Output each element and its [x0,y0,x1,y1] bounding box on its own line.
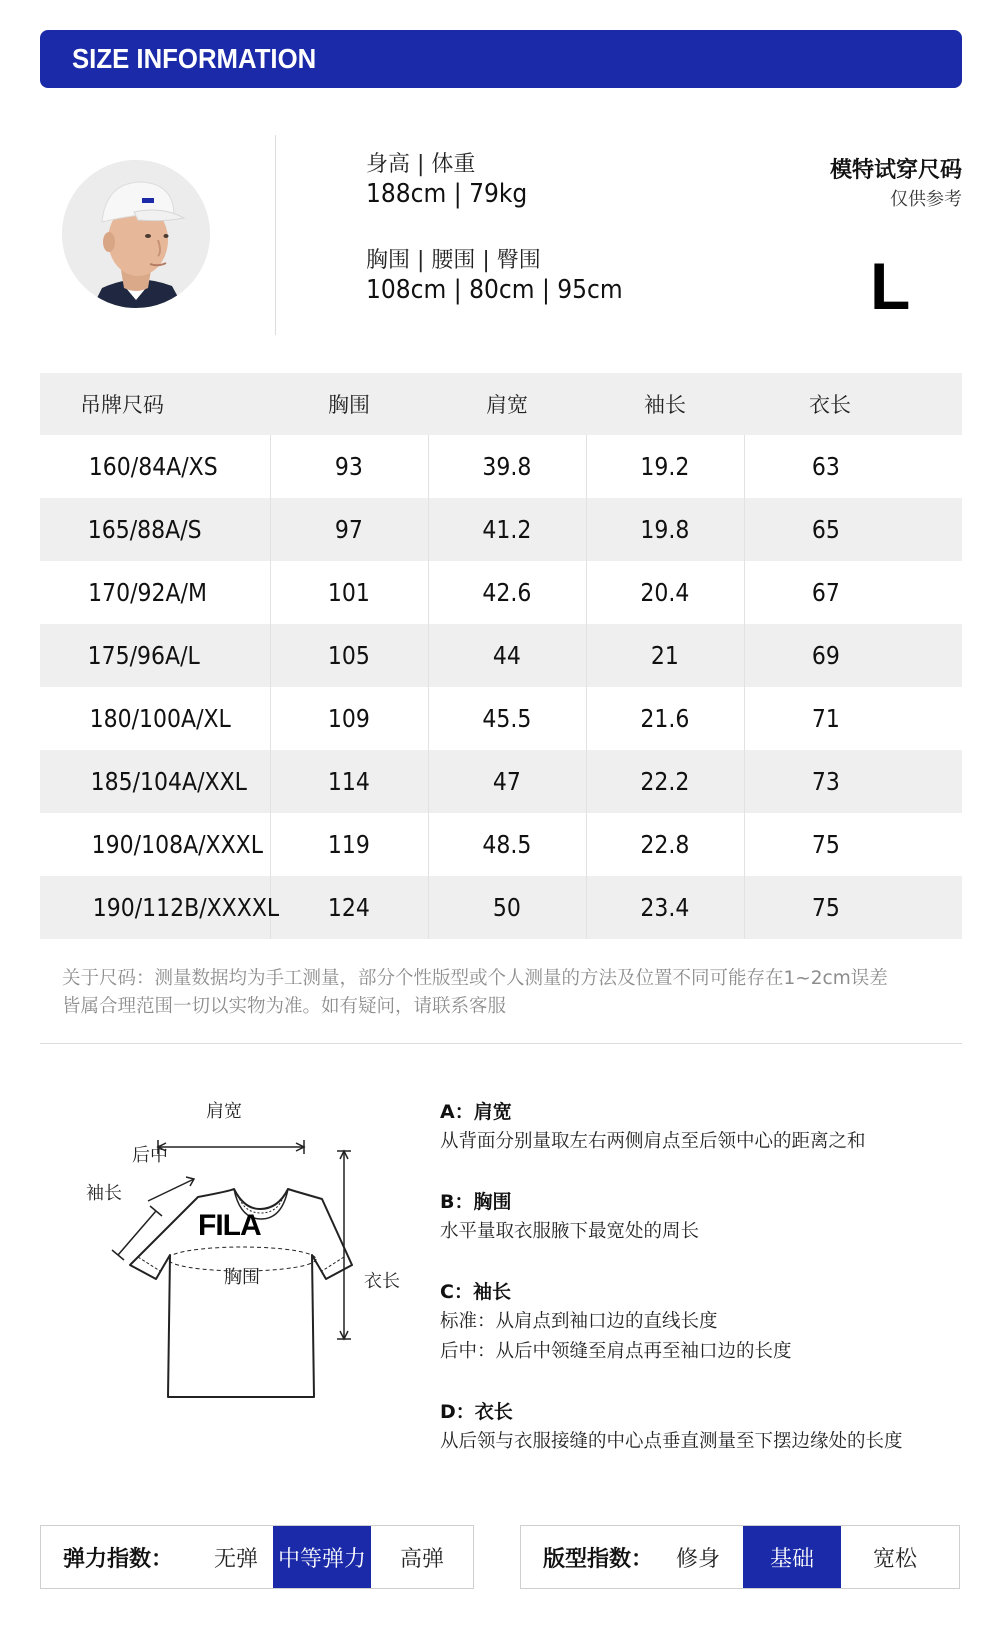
cell-value: 22.8 [640,830,690,859]
cell-value: 165/88A/S [87,515,202,544]
measure-cell [586,687,744,750]
cell-value: 19.2 [640,452,690,481]
header-chest: 胸围 [270,373,428,435]
definition-title: A：肩宽 [440,1101,512,1123]
label-length: 衣长 [364,1271,400,1292]
label-shoulder: 肩宽 [206,1101,242,1122]
measurement-diagram [80,1101,420,1415]
cell-value: 75 [811,893,840,922]
section-divider [40,1043,962,1044]
table-row [40,687,962,750]
measure-cell [270,435,428,498]
measure-cell [428,813,586,876]
definition-text: 从后领与衣服接缝的中心点垂直测量至下摆边缘处的长度 [440,1431,903,1452]
measure-cell [586,498,744,561]
label-sleeve: 袖长 [86,1183,122,1204]
header-bar [40,30,962,88]
fit-option[interactable]: 修身 [675,1546,720,1572]
cell-value: 23.4 [640,893,690,922]
measure-cell [586,750,744,813]
header-sleeve: 袖长 [586,373,744,435]
cell-value: 109 [328,704,370,733]
table-header-row [40,373,962,435]
size-table [40,373,962,939]
measure-cell [744,876,962,939]
measure-cell [586,561,744,624]
label-chest: 胸围 [224,1267,260,1288]
table-row [40,750,962,813]
table-row [40,561,962,624]
label-back-center: 后中 [132,1145,168,1166]
definition-block [440,1397,960,1457]
measure-cell [744,624,962,687]
model-avatar [62,160,210,308]
cell-value: 190/108A/XXXL [91,830,264,859]
table-row [40,498,962,561]
table-row [40,435,962,498]
model-info-section [40,135,962,335]
cell-value: 175/96A/L [87,641,200,670]
measure-cell [270,561,428,624]
measure-cell [428,498,586,561]
cell-value: 105 [328,641,370,670]
measure-cell [270,813,428,876]
measure-cell [428,624,586,687]
definition-text: 后中：从后中领缝至肩点再至袖口边的长度 [440,1341,792,1362]
measure-cell [744,498,962,561]
cell-value: 50 [493,893,521,922]
measure-cell [270,624,428,687]
page-title: SIZE INFORMATION [72,43,317,74]
measure-cell [744,750,962,813]
cell-value: 73 [811,767,840,796]
definition-text: 水平量取衣服腋下最宽处的周长 [440,1221,700,1242]
tag-size-cell [40,498,270,561]
tshirt-icon [80,1105,420,1415]
cell-value: 19.8 [640,515,690,544]
table-row [40,813,962,876]
measure-cell [270,498,428,561]
measure-cell [586,624,744,687]
note-line-1: 关于尺码：测量数据均为手工测量，部分个性版型或个人测量的方法及位置不同可能存在1~2cm误差 [62,968,888,989]
measure-cell [744,435,962,498]
height-weight-value: 188cm | 79kg [366,179,528,209]
cell-value: 69 [811,641,840,670]
measure-cell [744,687,962,750]
cell-value: 65 [811,515,840,544]
tag-size-cell [40,687,270,750]
measure-cell [428,876,586,939]
measure-cell [744,561,962,624]
cell-value: 41.2 [482,515,532,544]
measure-cell [270,876,428,939]
header-tag-size: 吊牌尺码 [40,373,270,435]
cell-value: 114 [328,767,370,796]
tag-size-cell [40,624,270,687]
elasticity-option[interactable]: 高弹 [399,1546,444,1572]
cell-value: 97 [335,515,363,544]
height-weight-label: 身高 | 体重 [366,152,476,177]
fit-subtitle: 仅供参考 [890,189,962,210]
table-row [40,876,962,939]
tag-size-cell [40,813,270,876]
note-line-2: 皆属合理范围一切以实物为准。如有疑问，请联系客服 [62,996,507,1017]
table-row [40,624,962,687]
cell-value: 63 [811,452,840,481]
tag-size-cell [40,750,270,813]
measure-cell [428,687,586,750]
cell-value: 124 [328,893,370,922]
cell-value: 170/92A/M [88,578,207,607]
elasticity-index [40,1525,474,1589]
measure-cell [586,435,744,498]
measure-cell [586,813,744,876]
measurement-definitions [440,1097,960,1487]
cell-value: 101 [328,578,370,607]
cell-value: 71 [811,704,840,733]
definition-block [440,1097,960,1157]
definition-text: 标准：从肩点到袖口边的直线长度 [440,1311,718,1332]
cell-value: 119 [328,830,370,859]
divider [275,135,276,335]
measure-cell [744,813,962,876]
fila-logo: FILA [198,1209,261,1242]
fit-option[interactable]: 宽松 [872,1546,917,1572]
cell-value: 45.5 [482,704,532,733]
cell-value: 48.5 [482,830,532,859]
measure-cell [270,687,428,750]
elasticity-option[interactable]: 无弹 [213,1546,258,1572]
tag-size-cell [40,561,270,624]
cell-value: 44 [493,641,521,670]
fit-title: 模特试穿尺码 [829,158,962,183]
measurements-label: 胸围 | 腰围 | 臀围 [366,248,541,273]
fit-index [520,1525,960,1589]
cell-value: 185/104A/XXL [90,767,247,796]
definition-block [440,1277,960,1367]
cell-value: 21.6 [640,704,690,733]
cell-value: 39.8 [482,452,532,481]
measure-cell [428,561,586,624]
cell-value: 160/84A/XS [88,452,218,481]
elasticity-option[interactable]: 中等弹力 [273,1526,371,1588]
size-note [62,965,962,1021]
cell-value: 47 [493,767,521,796]
measure-cell [270,750,428,813]
measurements-value: 108cm | 80cm | 95cm [366,275,623,305]
cell-value: 20.4 [640,578,690,607]
measure-cell [586,876,744,939]
definition-title: B：胸围 [440,1191,512,1213]
elasticity-label: 弹力指数： [63,1546,174,1572]
measure-cell [428,435,586,498]
cell-value: 190/112B/XXXXL [92,893,280,922]
cell-value: 180/100A/XL [89,704,231,733]
fit-option[interactable]: 基础 [743,1526,841,1588]
cell-value: 93 [335,452,363,481]
cell-value: 67 [811,578,840,607]
fit-index-label: 版型指数： [543,1546,654,1572]
header-shoulder: 肩宽 [428,373,586,435]
tag-size-cell [40,435,270,498]
definition-text: 从背面分别量取左右两侧肩点至后领中心的距离之和 [440,1131,866,1152]
tag-size-cell [40,876,280,939]
cell-value: 21 [651,641,679,670]
cell-value: 42.6 [482,578,532,607]
cell-value: 75 [811,830,840,859]
fit-size: L [870,249,911,323]
cell-value: 22.2 [640,767,690,796]
header-length: 衣长 [744,373,962,435]
definition-title: C：袖长 [440,1281,511,1303]
definition-block [440,1187,960,1247]
measure-cell [428,750,586,813]
definition-title: D：衣长 [440,1401,513,1423]
